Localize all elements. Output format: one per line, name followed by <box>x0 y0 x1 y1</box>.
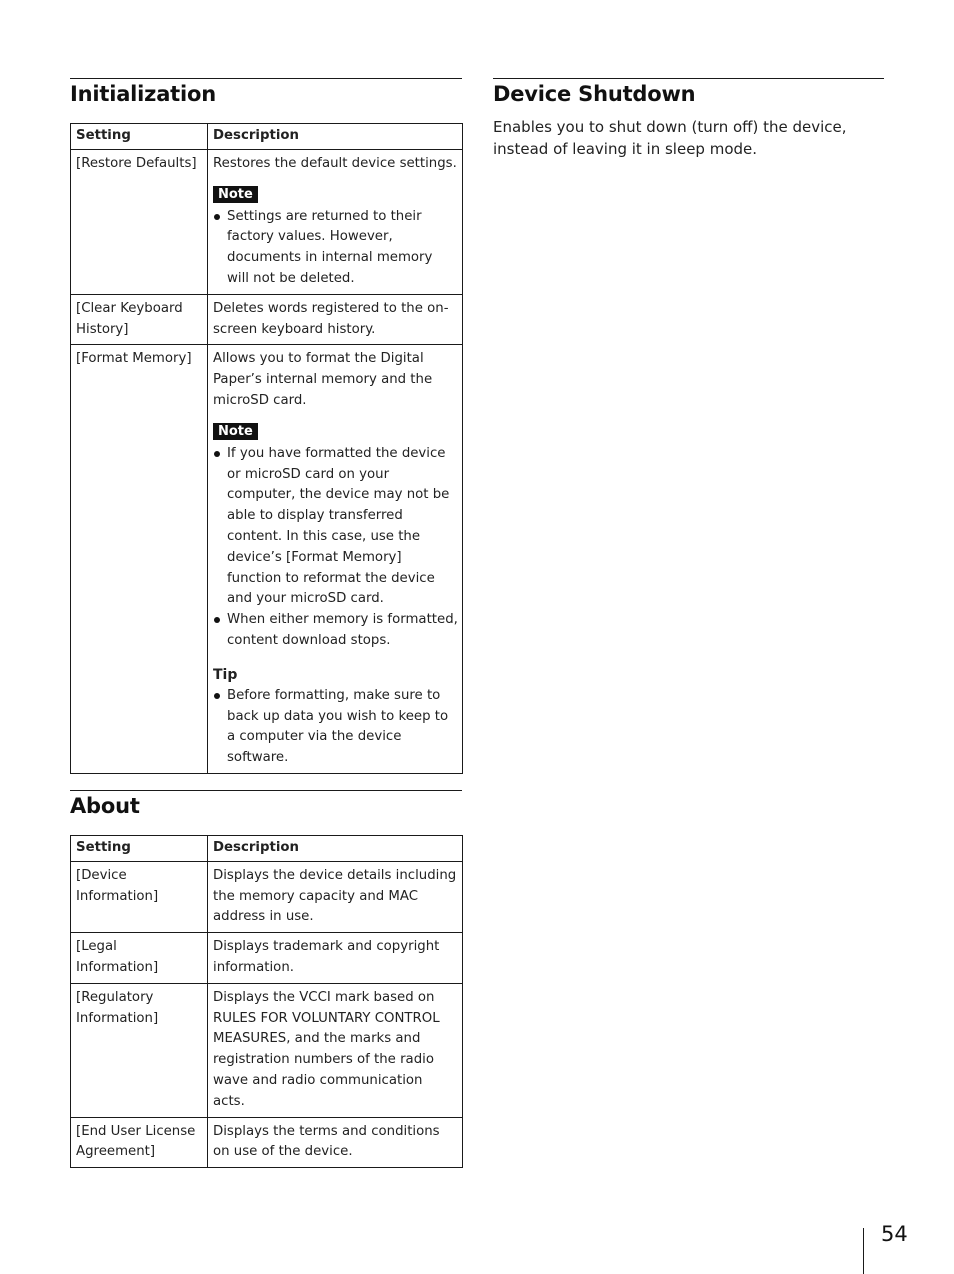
description-cell <box>208 345 463 774</box>
setting-cell: [Restore Defaults] <box>71 149 208 294</box>
note-list <box>213 444 458 652</box>
device-shutdown-title: Device Shutdown <box>493 82 696 106</box>
initialization-table <box>70 123 463 774</box>
table-row <box>71 294 463 345</box>
setting-cell: [End User License Agreement] <box>71 1117 208 1168</box>
page-number-divider <box>863 1228 864 1274</box>
header-description: Description <box>208 836 463 862</box>
setting-cell: [Regulatory Information] <box>71 983 208 1117</box>
table-header-row <box>71 836 463 862</box>
list-item: Settings are returned to their factory values. However, documents in internal memory will not be deleted. <box>213 207 458 290</box>
about-section <box>70 790 462 1168</box>
list-item: When either memory is formatted, content download stops. <box>213 610 458 652</box>
table-row <box>71 1117 463 1168</box>
description-cell: Displays the device details including the memory capacity and MAC address in use. <box>208 861 463 932</box>
about-header <box>70 790 462 819</box>
about-table <box>70 835 463 1168</box>
header-setting: Setting <box>71 124 208 150</box>
description-cell: Displays the VCCI mark based on RULES FOR VOLUNTARY CONTROL MEASURES, and the marks and registration numbers of the radio wave and radio communication acts. <box>208 983 463 1117</box>
setting-cell: [Device Information] <box>71 861 208 932</box>
header-setting: Setting <box>71 836 208 862</box>
tip-heading: Tip <box>213 666 238 683</box>
table-row <box>71 149 463 294</box>
tip-list <box>213 686 458 769</box>
note-badge: Note <box>213 423 258 440</box>
table-row <box>71 345 463 774</box>
setting-cell: [Clear Keyboard History] <box>71 294 208 345</box>
description-cell: Deletes words registered to the on-screen keyboard history. <box>208 294 463 345</box>
table-row <box>71 861 463 932</box>
device-shutdown-header <box>493 78 884 107</box>
description-text: Restores the default device settings. <box>213 155 457 171</box>
note-list <box>213 207 458 290</box>
initialization-title: Initialization <box>70 82 216 106</box>
list-item: If you have formatted the device or microSD card on your computer, the device may not be able to display transferred content. In this case, use the device’s [Format Memory] function to reformat the device and your microSD card. <box>213 444 458 610</box>
initialization-section <box>70 78 462 774</box>
setting-cell: [Format Memory] <box>71 345 208 774</box>
description-cell <box>208 149 463 294</box>
table-header-row <box>71 124 463 150</box>
note-badge: Note <box>213 186 258 203</box>
initialization-header <box>70 78 462 107</box>
device-shutdown-section <box>493 78 884 160</box>
list-item: Before formatting, make sure to back up data you wish to keep to a computer via the device software. <box>213 686 458 769</box>
description-text: Allows you to format the Digital Paper’s internal memory and the microSD card. <box>213 351 433 408</box>
table-row <box>71 933 463 984</box>
device-shutdown-text: Enables you to shut down (turn off) the device, instead of leaving it in sleep mode. <box>493 118 847 158</box>
table-row <box>71 983 463 1117</box>
description-cell: Displays trademark and copyright information. <box>208 933 463 984</box>
setting-cell: [Legal Information] <box>71 933 208 984</box>
page-number: 54 <box>881 1222 908 1246</box>
description-cell: Displays the terms and conditions on use of the device. <box>208 1117 463 1168</box>
about-title: About <box>70 794 140 818</box>
header-description: Description <box>208 124 463 150</box>
